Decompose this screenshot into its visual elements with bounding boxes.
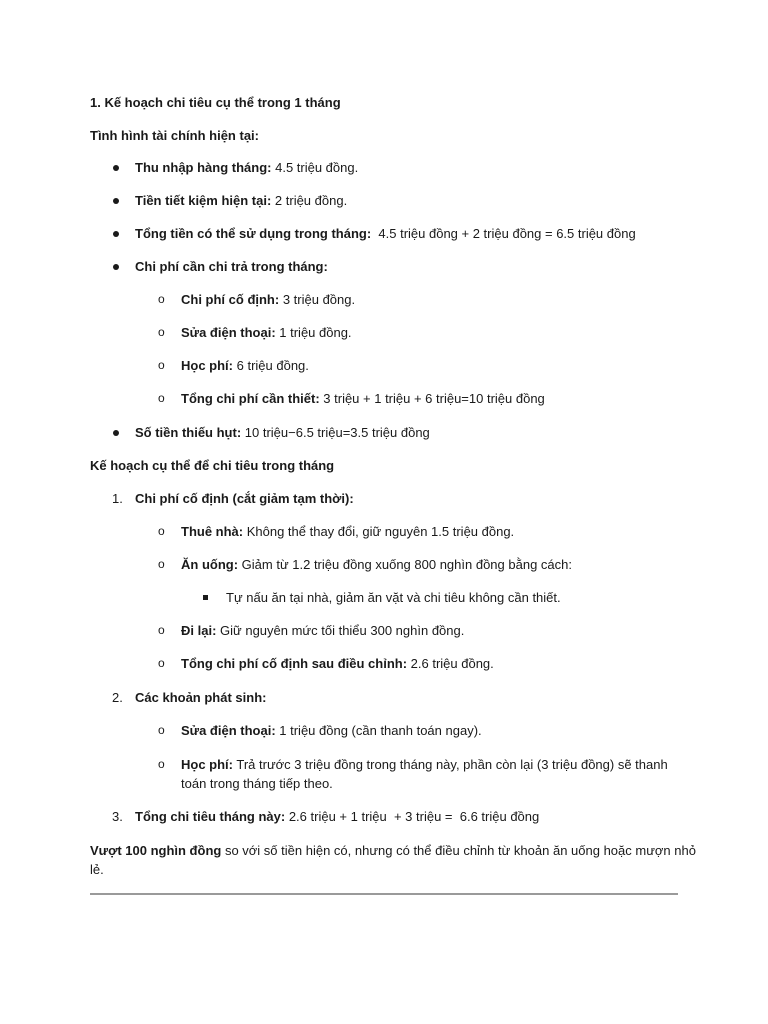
fixed-total-line: Tổng chi phí cố định sau điều chỉnh: 2.6 triệu đồng. <box>181 656 494 671</box>
circle-bullet-icon: o <box>158 524 165 538</box>
circle-bullet-icon: o <box>158 292 165 306</box>
circle-bullet-icon: o <box>158 656 165 670</box>
list-number: 2. <box>112 690 123 705</box>
financial-status-title: Tình hình tài chính hiện tại: <box>90 128 259 143</box>
rent-line: Thuê nhà: Không thể thay đổi, giữ nguyên 1.5 triệu đồng. <box>181 524 515 539</box>
shortfall-line: Số tiền thiếu hụt: 10 triệu−6.5 triệu=3.5 triệu đồng <box>135 425 430 440</box>
section-heading: 1. Kế hoạch chi tiêu cụ thể trong 1 tháng <box>90 95 341 110</box>
circle-bullet-icon: o <box>158 757 165 771</box>
plan-title: Kế hoạch cụ thể để chi tiêu trong tháng <box>90 458 335 473</box>
phone-line: Sửa điện thoại: 1 triệu đồng (cần thanh toán ngay). <box>181 723 482 738</box>
food-line: Ăn uống: Giảm từ 1.2 triệu đồng xuống 800 nghìn đồng bằng cách: <box>181 557 572 572</box>
savings-line: Tiền tiết kiệm hiện tại: 2 triệu đồng. <box>135 193 348 208</box>
conclusion-line: Vượt 100 nghìn đồng so với số tiền hiện có, nhưng có thể điều chỉnh từ khoản ăn uống hoặc mượn nhỏ <box>90 843 696 858</box>
total-available-line: Tổng tiền có thể sử dụng trong tháng: 4.5 triệu đồng + 2 triệu đồng = 6.5 triệu đồng <box>135 226 636 241</box>
food-detail-line: Tự nấu ăn tại nhà, giảm ăn vặt và chi tiêu không cần thiết. <box>226 590 561 605</box>
travel-line: Đi lại: Giữ nguyên mức tối thiểu 300 nghìn đồng. <box>181 623 465 638</box>
income-line: Thu nhập hàng tháng: 4.5 triệu đồng. <box>135 160 359 175</box>
total-needed-line: Tổng chi phí cần thiết: 3 triệu + 1 triệu + 6 triệu=10 triệu đồng <box>181 391 545 406</box>
circle-bullet-icon: o <box>158 391 165 405</box>
bullet-icon <box>113 198 119 204</box>
circle-bullet-icon: o <box>158 557 165 571</box>
plan-item3-line: Tổng chi tiêu tháng này: 2.6 triệu + 1 triệu + 3 triệu = 6.6 triệu đồng <box>135 809 540 824</box>
plan-item2-label: Các khoản phát sinh: <box>135 690 267 705</box>
circle-bullet-icon: o <box>158 623 165 637</box>
horizontal-divider <box>90 893 678 895</box>
plan-tuition-line-cont: toán trong tháng tiếp theo. <box>181 776 333 791</box>
bullet-icon <box>113 231 119 237</box>
expenses-needed-line: Chi phí cần chi trả trong tháng: <box>135 259 328 274</box>
bullet-icon <box>113 430 119 436</box>
conclusion-line-cont: lẻ. <box>90 862 104 877</box>
phone-repair-line: Sửa điện thoại: 1 triệu đồng. <box>181 325 352 340</box>
square-bullet-icon <box>203 595 208 600</box>
bullet-icon <box>113 264 119 270</box>
plan-item1-label: Chi phí cố định (cắt giảm tạm thời): <box>135 491 354 506</box>
circle-bullet-icon: o <box>158 723 165 737</box>
bullet-icon <box>113 165 119 171</box>
plan-tuition-line: Học phí: Trả trước 3 triệu đồng trong tháng này, phần còn lại (3 triệu đồng) sẽ thanh <box>181 757 668 772</box>
tuition-line: Học phí: 6 triệu đồng. <box>181 358 309 373</box>
circle-bullet-icon: o <box>158 325 165 339</box>
circle-bullet-icon: o <box>158 358 165 372</box>
list-number: 3. <box>112 809 123 824</box>
fixed-cost-line: Chi phí cố định: 3 triệu đồng. <box>181 292 356 307</box>
list-number: 1. <box>112 491 123 506</box>
